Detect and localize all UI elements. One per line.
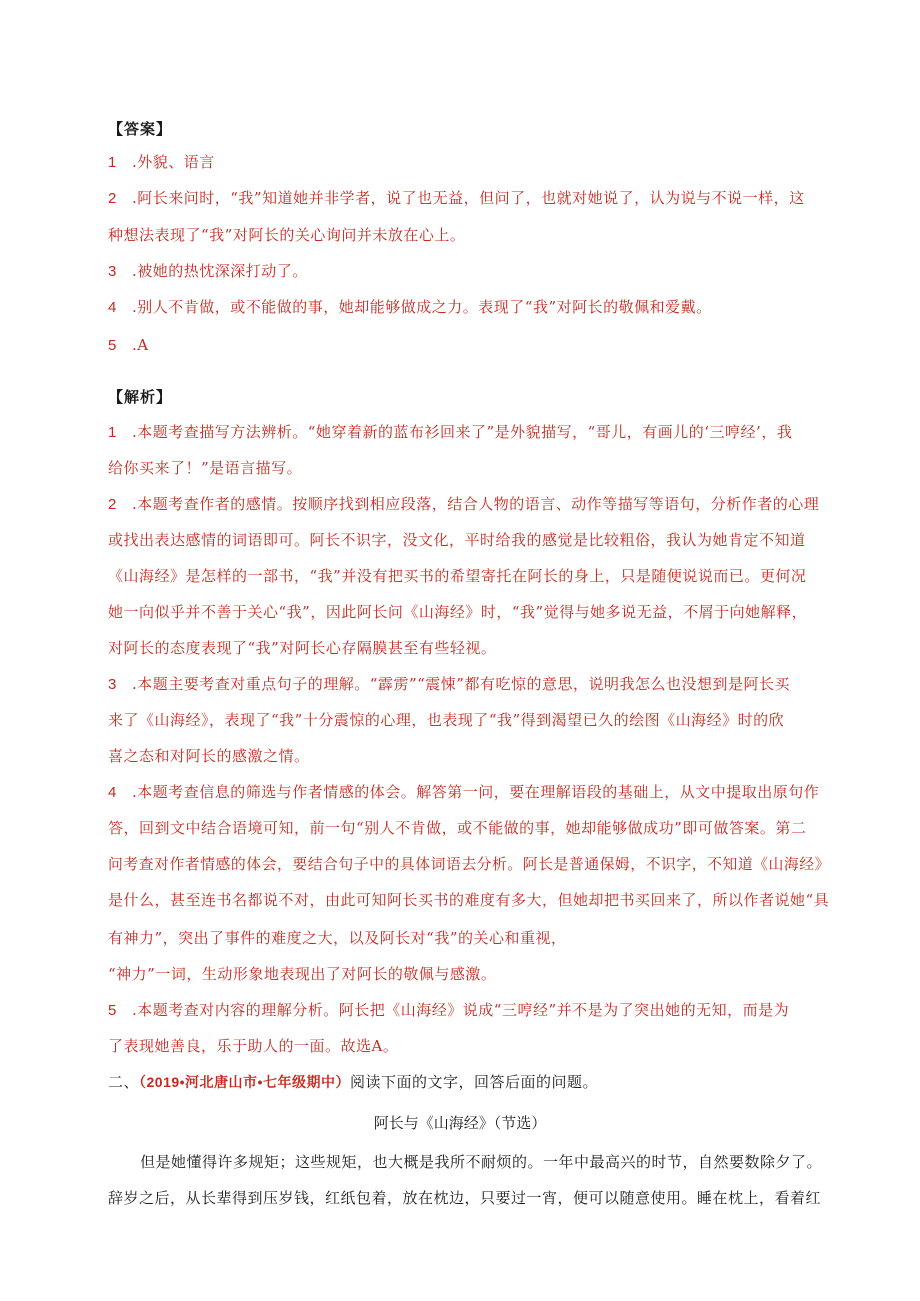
analysis-number: 1 [108, 424, 117, 441]
analysis-text: .本题考查作者的感情。按顺序找到相应段落，结合人物的语言、动作等描写等语句，分析作者的心理 [132, 495, 820, 513]
passage-title: 阿长与《山海经》（节选） [373, 1114, 547, 1132]
answer-text: .外貌、语言 [132, 153, 215, 171]
analysis-item-5 [108, 1000, 789, 1021]
answer-number: 1 [108, 154, 117, 171]
passage-line: 但是她懂得许多规矩；这些规矩，也大概是我所不耐烦的。一年中最高兴的时节，自然要数除夕了。 [140, 1153, 823, 1171]
answer-text: .别人不肯做，或不能做的事，她却能够做成之力。表现了“我”对阿长的敬佩和爱戴。 [132, 298, 712, 316]
answer-item-1 [108, 152, 215, 173]
answer-item-5 [108, 335, 149, 356]
analysis-number: 2 [108, 496, 117, 513]
answer-item-2-cont: 种想法表现了“我”对阿长的关心询问并未放在心上。 [108, 226, 466, 244]
answer-number: 5 [108, 337, 117, 354]
question-source: （2019•河北唐山市•七年级期中） [139, 1074, 350, 1090]
analysis-text: .本题考查信息的筛选与作者情感的体会。解答第一问，要在理解语段的基础上，从文中提取出原句作 [132, 783, 820, 801]
passage-line: 辞岁之后，从长辈得到压岁钱，红纸包着，放在枕边，只要过一宵，便可以随意使用。睡在枕上，看着红 [108, 1189, 822, 1207]
analysis-item-4-cont: 有神力”，突出了事件的难度之大，以及阿长对“我”的关心和重视， [108, 929, 567, 947]
analysis-item-2-cont: 或找出表达感情的词语即可。阿长不识字，没文化，平时给我的感觉是比较粗俗，我认为她肯定不知道 [108, 531, 806, 549]
answer-number: 4 [108, 299, 117, 316]
analysis-item-1 [108, 422, 792, 443]
section-instruction: 阅读下面的文字，回答后面的问题。 [349, 1073, 598, 1091]
analysis-item-3 [108, 674, 790, 695]
answer-item-3 [108, 261, 308, 282]
analysis-text: .本题考查描写方法辨析。“她穿着新的蓝布衫回来了”是外貌描写，“哥儿，有画儿的‘三哼经’，我 [132, 423, 793, 441]
analysis-item-4-cont: 答，回到文中结合语境可知，前一句“别人不肯做，或不能做的事，她却能够做成功”即可做答案。第二 [108, 819, 807, 837]
analysis-number: 3 [108, 676, 117, 693]
analysis-item-5-cont: 了表现她善良，乐于助人的一面。故选A。 [108, 1037, 399, 1055]
analysis-item-4-cont: 是什么，甚至连书名都说不对，由此可知阿长买书的难度有多大，但她却把书买回来了，所以作者说她“具 [108, 891, 830, 909]
analysis-text: .本题主要考查对重点句子的理解。“霹雳”“震悚”都有吃惊的意思，说明我怎么也没想到是阿长买 [132, 675, 790, 693]
answer-text: .被她的热忱深深打动了。 [132, 262, 308, 280]
analysis-number: 4 [108, 784, 117, 801]
answer-number: 2 [108, 190, 117, 207]
analysis-item-3-cont: 喜之态和对阿长的感激之情。 [108, 747, 310, 765]
answer-heading: 【答案】 [108, 120, 173, 138]
analysis-text: .本题考查对内容的理解分析。阿长把《山海经》说成“三哼经”并不是为了突出她的无知，而是为 [132, 1001, 790, 1019]
analysis-item-4-cont: “神力”一词，生动形象地表现出了对阿长的敬佩与感激。 [108, 965, 497, 983]
analysis-item-2 [108, 494, 819, 515]
analysis-item-2-cont: 她一向似乎并不善于关心“我”，因此阿长问《山海经》时，“我”觉得与她多说无益，不屑于向她解释， [108, 603, 808, 621]
analysis-item-2-cont: 对阿长的态度表现了“我”对阿长心存隔膜甚至有些轻视。 [108, 639, 497, 657]
analysis-number: 5 [108, 1002, 117, 1019]
analysis-item-4 [108, 782, 819, 803]
answer-item-2 [108, 188, 805, 209]
answer-item-4 [108, 297, 712, 318]
analysis-item-4-cont: 问考查对作者情感的体会，要结合句子中的具体词语去分析。阿长是普通保姆，不识字，不知道《山海经》 [108, 855, 830, 873]
analysis-item-1-cont: 给你买来了！”是语言描写。 [108, 459, 303, 477]
analysis-item-3-cont: 来了《山海经》，表现了“我”十分震惊的心理，也表现了“我”得到渴望已久的绘图《山海经》时的欣 [108, 711, 785, 729]
analysis-heading: 【解析】 [108, 388, 173, 406]
answer-number: 3 [108, 263, 117, 280]
analysis-item-2-cont: 《山海经》是怎样的一部书，“我”并没有把买书的希望寄托在阿长的身上，只是随便说说而已。更何况 [108, 567, 807, 585]
section-number: 二、 [108, 1073, 140, 1091]
answer-text: .A [132, 336, 149, 354]
section-two-header [108, 1072, 598, 1092]
answer-text: .阿长来问时，“我”知道她并非学者，说了也无益，但问了，也就对她说了，认为说与不说一样，这 [132, 189, 805, 207]
